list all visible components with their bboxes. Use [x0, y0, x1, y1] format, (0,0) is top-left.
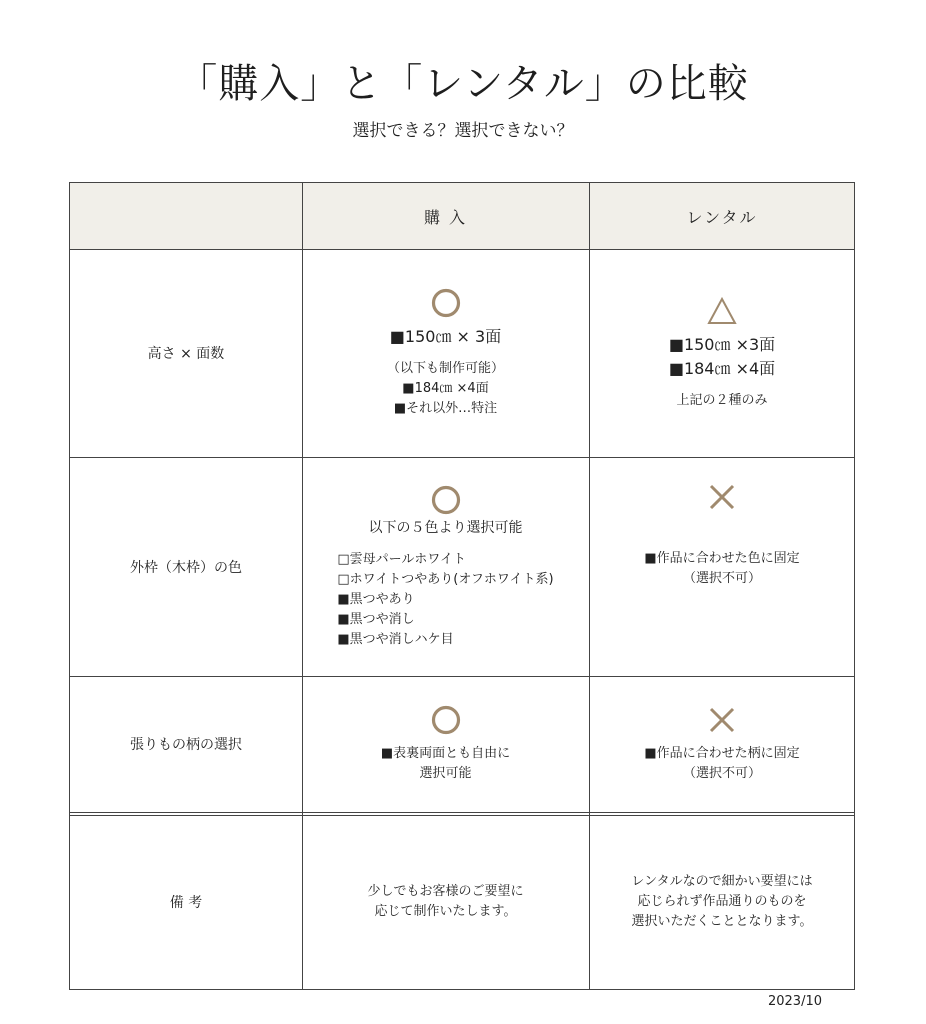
- purchase-pattern-note: 選択可能: [419, 766, 472, 781]
- rental-frame-note: （選択不可）: [682, 571, 761, 586]
- list-item: ■黒つやあり: [337, 591, 415, 607]
- rental-remarks-note: 選択いただくこととなります。: [631, 914, 813, 929]
- purchase-remarks-note: 少しでもお客様のご要望に: [367, 884, 524, 899]
- rental-remarks-note: レンタルなので細かい要望には: [631, 874, 813, 889]
- cross-icon: [706, 481, 738, 513]
- purchase-size-note: ■それ以外…特注: [393, 401, 498, 416]
- rental-pattern-note: （選択不可）: [682, 766, 761, 781]
- rental-size-main: ■184㎝ ×4面: [668, 359, 776, 378]
- cell-rental-frame-color: [589, 457, 855, 676]
- row-divider: [70, 812, 854, 813]
- triangle-icon: [706, 295, 738, 327]
- purchase-size-note: （以下も制作可能）: [386, 361, 504, 376]
- purchase-size-note: ■184㎝ ×4面: [402, 381, 489, 396]
- list-item: ■黒つや消しハケ目: [337, 631, 454, 647]
- circle-icon: [430, 287, 462, 319]
- cell-rental-pattern: [589, 676, 855, 812]
- row-label-pattern: 張りもの柄の選択: [130, 737, 242, 753]
- purchase-size-main: ■150㎝ × 3面: [389, 327, 502, 346]
- rental-size-main: ■150㎝ ×3面: [668, 335, 776, 354]
- cell-rental-remarks: [589, 815, 855, 989]
- frame-color-options: [337, 550, 553, 650]
- cross-icon: [706, 704, 738, 736]
- row-label-remarks: 備 考: [169, 895, 203, 911]
- circle-icon: [430, 484, 462, 516]
- rental-size-note: 上記の２種のみ: [676, 393, 768, 408]
- list-item: ■黒つや消し: [337, 611, 415, 627]
- header-purchase: 購 入: [423, 207, 468, 227]
- cell-purchase-remarks: [302, 815, 589, 989]
- row-label-size: 高さ × 面数: [147, 346, 225, 362]
- circle-icon: [430, 704, 462, 736]
- cell-rental-size: [589, 249, 855, 457]
- page-title: 「購入」と「レンタル」の比較: [177, 61, 749, 107]
- list-item: □雲母パールホワイト: [337, 551, 466, 567]
- header-rental: レンタル: [686, 207, 758, 227]
- cell-purchase-frame-color: [302, 457, 589, 676]
- purchase-frame-main: 以下の５色より選択可能: [368, 519, 523, 536]
- cell-purchase-size: [302, 249, 589, 457]
- purchase-pattern-note: ■表裏両面とも自由に: [380, 746, 511, 761]
- purchase-remarks-note: 応じて制作いたします。: [374, 904, 517, 919]
- list-item: □ホワイトつやあり(オフホワイト系): [337, 571, 554, 587]
- rental-frame-note: ■作品に合わせた色に固定: [644, 551, 800, 566]
- cell-purchase-pattern: [302, 676, 589, 812]
- rental-pattern-note: ■作品に合わせた柄に固定: [644, 746, 800, 761]
- comparison-table: [69, 182, 855, 990]
- date-label: 2023/10: [767, 994, 822, 1009]
- page-subtitle: 選択できる？選択できない？: [352, 121, 574, 141]
- row-label-frame-color: 外枠（木枠）の色: [130, 559, 242, 576]
- rental-remarks-note: 応じられず作品通りのものを: [637, 894, 807, 909]
